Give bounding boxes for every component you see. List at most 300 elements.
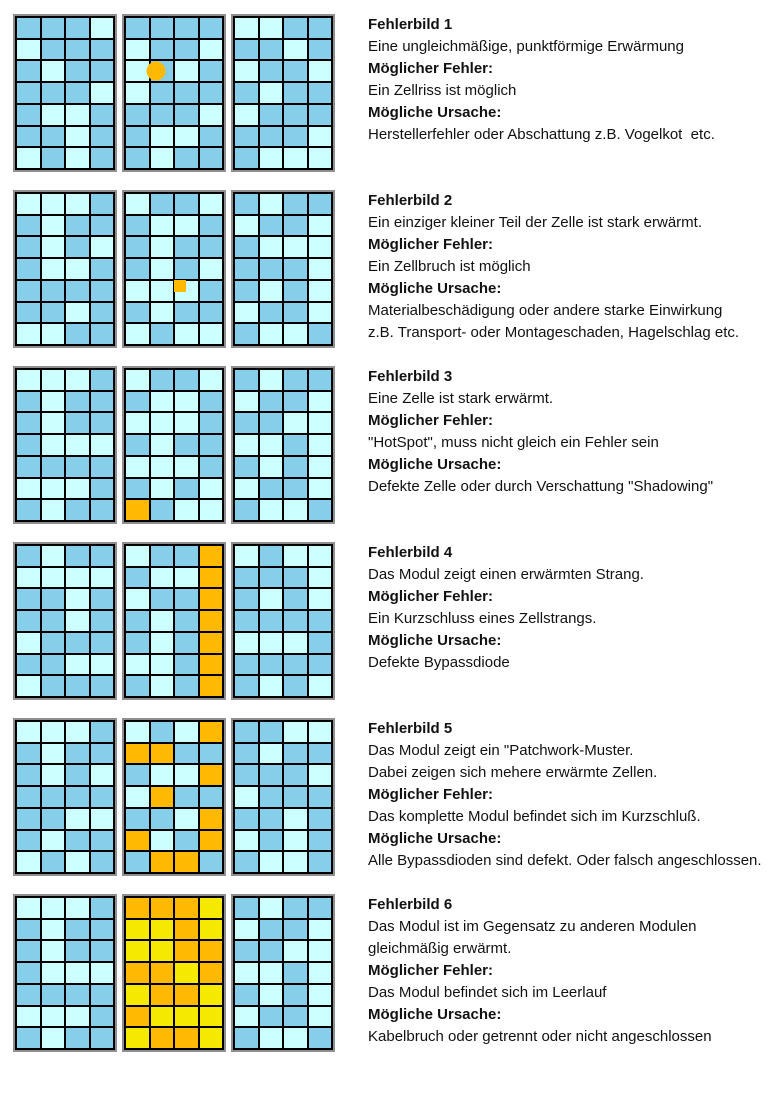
cell-cool-blue (126, 765, 149, 785)
cell-cool-blue (126, 568, 149, 588)
cell-cool-blue (260, 259, 283, 279)
cell-cool-cyan (42, 479, 65, 499)
cell-cool-blue (91, 941, 114, 961)
module-panel (13, 542, 117, 700)
cell-cool-blue (66, 546, 89, 566)
thermal-module-1 (13, 14, 335, 172)
cell-cool-blue (42, 852, 65, 872)
cell-cool-cyan (17, 148, 40, 168)
cell-cool-cyan (260, 985, 283, 1005)
cell-cool-blue (151, 40, 174, 60)
cell-cool-cyan (309, 589, 332, 609)
fehlerbild-text-4 (368, 542, 773, 674)
cell-cool-blue (175, 611, 198, 631)
cell-cool-cyan (42, 1028, 65, 1048)
cell-cool-blue (151, 809, 174, 829)
cell-cool-blue (284, 963, 307, 983)
cell-cool-cyan (235, 303, 258, 323)
module-panel (122, 718, 226, 876)
cell-cool-cyan (126, 281, 149, 301)
thermal-module-6 (13, 894, 335, 1052)
cell-cool-cyan (66, 127, 89, 147)
cell-cool-cyan (17, 722, 40, 742)
cell-cool-blue (66, 83, 89, 103)
cell-cool-blue (91, 127, 114, 147)
cell-cool-blue (235, 324, 258, 344)
cell-cool-blue (17, 435, 40, 455)
cell-cool-cyan (260, 1028, 283, 1048)
cell-hot-orange (126, 831, 149, 851)
cell-cool-cyan (175, 324, 198, 344)
label-heading: Mögliche Ursache: (368, 830, 502, 847)
cell-hot-orange (151, 852, 174, 872)
fehlerbild-section-2 (13, 190, 776, 348)
cell-cool-blue (91, 985, 114, 1005)
module-panel (13, 718, 117, 876)
cell-cool-blue (175, 259, 198, 279)
cell-cool-cyan (66, 303, 89, 323)
cell-cool-blue (126, 259, 149, 279)
cell-cool-cyan (17, 852, 40, 872)
cell-cool-blue (17, 985, 40, 1005)
cell-cool-cyan (309, 941, 332, 961)
cell-hot-yellow (126, 985, 149, 1005)
cell-cool-cyan (66, 722, 89, 742)
cell-cool-blue (235, 413, 258, 433)
cell-cool-blue (175, 40, 198, 60)
cell-cool-cyan (260, 18, 283, 38)
hotspot-square-icon (174, 280, 186, 292)
description-line: Ein Zellriss ist möglich (368, 82, 517, 99)
cell-cool-cyan (175, 457, 198, 477)
cell-cool-blue (200, 392, 223, 412)
cell-cool-cyan (42, 941, 65, 961)
cell-cool-blue (126, 809, 149, 829)
cell-cool-cyan (66, 568, 89, 588)
cell-cool-blue (284, 457, 307, 477)
cell-cool-cyan (151, 633, 174, 653)
cell-cool-blue (235, 765, 258, 785)
cell-cool-cyan (200, 194, 223, 214)
label-heading: Mögliche Ursache: (368, 280, 502, 297)
cell-cool-blue (17, 765, 40, 785)
cell-cool-cyan (235, 1007, 258, 1027)
cell-hot-orange (200, 963, 223, 983)
cell-cool-cyan (260, 83, 283, 103)
cell-cool-cyan (260, 435, 283, 455)
cell-cool-cyan (151, 479, 174, 499)
cell-cool-blue (42, 148, 65, 168)
cell-cool-blue (284, 61, 307, 81)
label-heading: Möglicher Fehler: (368, 786, 494, 803)
cell-cool-blue (126, 852, 149, 872)
description-line: "HotSpot", muss nicht gleich ein Fehler sein (368, 434, 659, 451)
cell-cool-cyan (42, 568, 65, 588)
cell-cool-blue (42, 809, 65, 829)
cell-cool-blue (42, 83, 65, 103)
cell-cool-blue (66, 744, 89, 764)
cell-cool-blue (91, 148, 114, 168)
cell-cool-blue (17, 809, 40, 829)
cell-cool-cyan (66, 435, 89, 455)
fehlerbild-section-5 (13, 718, 776, 876)
cell-cool-blue (309, 500, 332, 520)
cell-cool-blue (309, 744, 332, 764)
description-line: Das Modul zeigt ein "Patchwork-Muster. (368, 742, 634, 759)
cell-cool-blue (175, 479, 198, 499)
cell-cool-blue (309, 1028, 332, 1048)
cell-cool-cyan (235, 479, 258, 499)
cell-cool-blue (42, 127, 65, 147)
cell-cool-blue (235, 500, 258, 520)
cell-cool-cyan (175, 127, 198, 147)
cell-cool-cyan (309, 127, 332, 147)
cell-cool-blue (66, 765, 89, 785)
cell-cool-blue (284, 127, 307, 147)
cell-cool-cyan (66, 105, 89, 125)
cell-cool-blue (91, 611, 114, 631)
cell-hot-orange (126, 1007, 149, 1027)
cell-hot-yellow (175, 963, 198, 983)
cell-cool-blue (235, 281, 258, 301)
cell-cool-blue (284, 216, 307, 236)
cell-cool-blue (17, 61, 40, 81)
cell-cool-cyan (284, 722, 307, 742)
cell-cool-cyan (42, 963, 65, 983)
cell-cool-blue (284, 303, 307, 323)
cell-cool-blue (91, 787, 114, 807)
cell-cool-cyan (175, 765, 198, 785)
cell-cool-cyan (175, 500, 198, 520)
cell-cool-blue (175, 655, 198, 675)
label-heading: Möglicher Fehler: (368, 412, 494, 429)
cell-hot-orange (175, 941, 198, 961)
cell-cool-blue (200, 148, 223, 168)
description-line: Alle Bypassdioden sind defekt. Oder falsch angeschlossen. (368, 852, 762, 869)
cell-cool-cyan (284, 633, 307, 653)
cell-hot-yellow (175, 1007, 198, 1027)
fehlerbild-title: Fehlerbild 4 (368, 544, 453, 561)
module-panel (231, 14, 335, 172)
fehlerbild-text-1 (368, 14, 773, 146)
cell-hot-orange (151, 787, 174, 807)
cell-cool-cyan (284, 148, 307, 168)
cell-cool-blue (235, 194, 258, 214)
cell-cool-cyan (235, 216, 258, 236)
cell-cool-cyan (66, 963, 89, 983)
fehlerbild-section-3 (13, 366, 776, 524)
cell-cool-cyan (260, 148, 283, 168)
cell-cool-cyan (42, 413, 65, 433)
cell-cool-cyan (126, 722, 149, 742)
cell-cool-cyan (309, 237, 332, 257)
description-line: Das Modul zeigt einen erwärmten Strang. (368, 566, 644, 583)
cell-cool-cyan (126, 324, 149, 344)
cell-cool-cyan (66, 898, 89, 918)
cell-cool-cyan (309, 765, 332, 785)
cell-cool-blue (42, 281, 65, 301)
cell-cool-cyan (151, 259, 174, 279)
description-line: Eine Zelle ist stark erwärmt. (368, 390, 554, 407)
cell-cool-cyan (91, 435, 114, 455)
cell-cool-cyan (309, 281, 332, 301)
description-line: Ein Kurzschluss eines Zellstrangs. (368, 610, 597, 627)
cell-cool-blue (175, 18, 198, 38)
cell-hot-orange (175, 985, 198, 1005)
cell-cool-cyan (126, 589, 149, 609)
cell-cool-blue (284, 194, 307, 214)
fehlerbild-section-1 (13, 14, 776, 172)
cell-cool-blue (284, 676, 307, 696)
cell-cool-blue (284, 392, 307, 412)
cell-hot-orange (126, 963, 149, 983)
cell-cool-blue (91, 898, 114, 918)
cell-cool-blue (126, 611, 149, 631)
cell-cool-blue (17, 500, 40, 520)
cell-cool-blue (126, 392, 149, 412)
cell-cool-cyan (91, 83, 114, 103)
cell-cool-blue (17, 611, 40, 631)
label-heading: Möglicher Fehler: (368, 588, 494, 605)
cell-cool-blue (260, 568, 283, 588)
cell-cool-blue (91, 457, 114, 477)
cell-cool-blue (260, 611, 283, 631)
cell-cool-blue (42, 676, 65, 696)
cell-cool-blue (175, 831, 198, 851)
cell-cool-blue (66, 216, 89, 236)
cell-cool-blue (260, 392, 283, 412)
cell-cool-blue (309, 898, 332, 918)
cell-cool-cyan (175, 809, 198, 829)
cell-cool-blue (66, 633, 89, 653)
cell-hot-orange (151, 744, 174, 764)
cell-cool-blue (91, 722, 114, 742)
cell-cool-blue (284, 655, 307, 675)
cell-cool-cyan (200, 500, 223, 520)
cell-cool-cyan (235, 787, 258, 807)
cell-cool-cyan (309, 259, 332, 279)
cell-cool-cyan (175, 392, 198, 412)
cell-cool-cyan (17, 324, 40, 344)
cell-cool-blue (200, 216, 223, 236)
cell-cool-blue (17, 655, 40, 675)
cell-cool-cyan (126, 40, 149, 60)
cell-cool-blue (66, 500, 89, 520)
cell-cool-cyan (200, 479, 223, 499)
cell-cool-blue (175, 744, 198, 764)
fehlerbild-lines (368, 916, 773, 1048)
cell-cool-blue (200, 303, 223, 323)
cell-cool-cyan (235, 105, 258, 125)
thermal-module-2 (13, 190, 335, 348)
cell-cool-blue (17, 1028, 40, 1048)
cell-cool-cyan (42, 920, 65, 940)
cell-cool-blue (309, 324, 332, 344)
cell-cool-cyan (42, 216, 65, 236)
cell-cool-cyan (309, 413, 332, 433)
cell-cool-blue (235, 852, 258, 872)
cell-cool-cyan (66, 809, 89, 829)
cell-cool-blue (17, 237, 40, 257)
cell-hot-yellow (151, 1007, 174, 1027)
cell-cool-blue (309, 194, 332, 214)
fehlerbild-text-3 (368, 366, 773, 498)
cell-cool-blue (235, 898, 258, 918)
cell-hot-orange (151, 963, 174, 983)
cell-cool-blue (91, 370, 114, 390)
cell-cool-blue (260, 722, 283, 742)
module-panel (13, 894, 117, 1052)
cell-hot-yellow (126, 1028, 149, 1048)
cell-cool-cyan (260, 744, 283, 764)
fehlerbild-text-5 (368, 718, 773, 872)
cell-cool-cyan (66, 611, 89, 631)
cell-cool-blue (309, 611, 332, 631)
cell-cool-cyan (91, 568, 114, 588)
cell-cool-blue (126, 303, 149, 323)
fehlerbild-lines (368, 36, 773, 146)
cell-hot-orange (151, 985, 174, 1005)
cell-cool-cyan (175, 61, 198, 81)
cell-cool-cyan (284, 831, 307, 851)
cell-cool-blue (151, 194, 174, 214)
cell-cool-blue (284, 479, 307, 499)
cell-cool-cyan (151, 281, 174, 301)
cell-cool-cyan (309, 61, 332, 81)
cell-hot-orange (200, 941, 223, 961)
cell-hot-yellow (200, 898, 223, 918)
cell-cool-cyan (126, 413, 149, 433)
cell-cool-blue (284, 83, 307, 103)
cell-cool-cyan (151, 435, 174, 455)
cell-cool-blue (66, 61, 89, 81)
module-panel (13, 14, 117, 172)
cell-cool-blue (200, 281, 223, 301)
cell-cool-cyan (309, 148, 332, 168)
cell-cool-cyan (151, 148, 174, 168)
cell-cool-blue (126, 633, 149, 653)
cell-cool-blue (91, 392, 114, 412)
cell-cool-blue (235, 1028, 258, 1048)
cell-cool-cyan (42, 435, 65, 455)
cell-hot-yellow (151, 941, 174, 961)
cell-cool-cyan (126, 370, 149, 390)
cell-cool-cyan (42, 61, 65, 81)
cell-cool-blue (175, 370, 198, 390)
cell-hot-yellow (200, 920, 223, 940)
cell-cool-blue (260, 61, 283, 81)
cell-cool-blue (126, 148, 149, 168)
cell-cool-blue (309, 83, 332, 103)
cell-cool-blue (151, 546, 174, 566)
cell-hot-yellow (200, 1028, 223, 1048)
cell-cool-blue (284, 985, 307, 1005)
cell-cool-cyan (151, 457, 174, 477)
cell-cool-blue (284, 589, 307, 609)
cell-hot-orange (200, 831, 223, 851)
cell-cool-cyan (17, 633, 40, 653)
cell-cool-blue (309, 655, 332, 675)
cell-hot-orange (126, 500, 149, 520)
cell-cool-cyan (151, 676, 174, 696)
cell-cool-cyan (284, 324, 307, 344)
description-line: Eine ungleichmäßige, punktförmige Erwärmung (368, 38, 684, 55)
cell-cool-cyan (91, 237, 114, 257)
cell-cool-cyan (151, 237, 174, 257)
cell-cool-cyan (309, 546, 332, 566)
cell-hot-orange (151, 1028, 174, 1048)
cell-cool-cyan (126, 194, 149, 214)
thermal-module-5 (13, 718, 335, 876)
cell-cool-cyan (42, 105, 65, 125)
cell-cool-blue (42, 787, 65, 807)
cell-cool-blue (175, 633, 198, 653)
cell-cool-cyan (235, 831, 258, 851)
cell-hot-orange (200, 765, 223, 785)
description-line: Das komplette Modul befindet sich im Kurzschluß. (368, 808, 701, 825)
description-line: Dabei zeigen sich mehere erwärmte Zellen. (368, 764, 658, 781)
cell-cool-cyan (309, 985, 332, 1005)
cell-cool-cyan (309, 676, 332, 696)
cell-cool-cyan (235, 963, 258, 983)
cell-cool-blue (66, 237, 89, 257)
cell-cool-blue (17, 303, 40, 323)
cell-cool-blue (66, 985, 89, 1005)
cell-cool-cyan (175, 413, 198, 433)
cell-cool-blue (91, 676, 114, 696)
cell-cool-blue (235, 611, 258, 631)
cell-cool-cyan (126, 655, 149, 675)
cell-cool-blue (42, 611, 65, 631)
cell-cool-blue (235, 744, 258, 764)
cell-cool-blue (91, 589, 114, 609)
cell-cool-blue (200, 127, 223, 147)
cell-cool-blue (309, 633, 332, 653)
cell-cool-cyan (200, 324, 223, 344)
cell-cool-cyan (260, 633, 283, 653)
cell-hot-orange (126, 744, 149, 764)
cell-cool-blue (66, 457, 89, 477)
cell-cool-cyan (42, 259, 65, 279)
cell-cool-blue (235, 127, 258, 147)
cell-cool-blue (309, 370, 332, 390)
cell-cool-blue (66, 18, 89, 38)
cell-cool-blue (91, 40, 114, 60)
cell-cool-blue (260, 941, 283, 961)
cell-cool-blue (126, 216, 149, 236)
cell-cool-blue (17, 413, 40, 433)
fehlerbild-lines (368, 564, 773, 674)
cell-cool-blue (260, 1007, 283, 1027)
fehlerbild-section-6 (13, 894, 776, 1052)
cell-cool-cyan (284, 500, 307, 520)
cell-cool-blue (260, 216, 283, 236)
cell-cool-blue (42, 985, 65, 1005)
cell-cool-cyan (17, 194, 40, 214)
cell-cool-blue (260, 105, 283, 125)
cell-cool-blue (284, 259, 307, 279)
cell-cool-cyan (66, 148, 89, 168)
cell-cool-cyan (151, 655, 174, 675)
cell-cool-cyan (151, 392, 174, 412)
fehlerbild-text-2 (368, 190, 773, 344)
description-line: Materialbeschädigung oder andere starke Einwirkung (368, 302, 723, 319)
cell-cool-blue (175, 303, 198, 323)
cell-cool-blue (200, 83, 223, 103)
cell-cool-blue (151, 589, 174, 609)
cell-cool-cyan (42, 744, 65, 764)
cell-cool-cyan (151, 568, 174, 588)
